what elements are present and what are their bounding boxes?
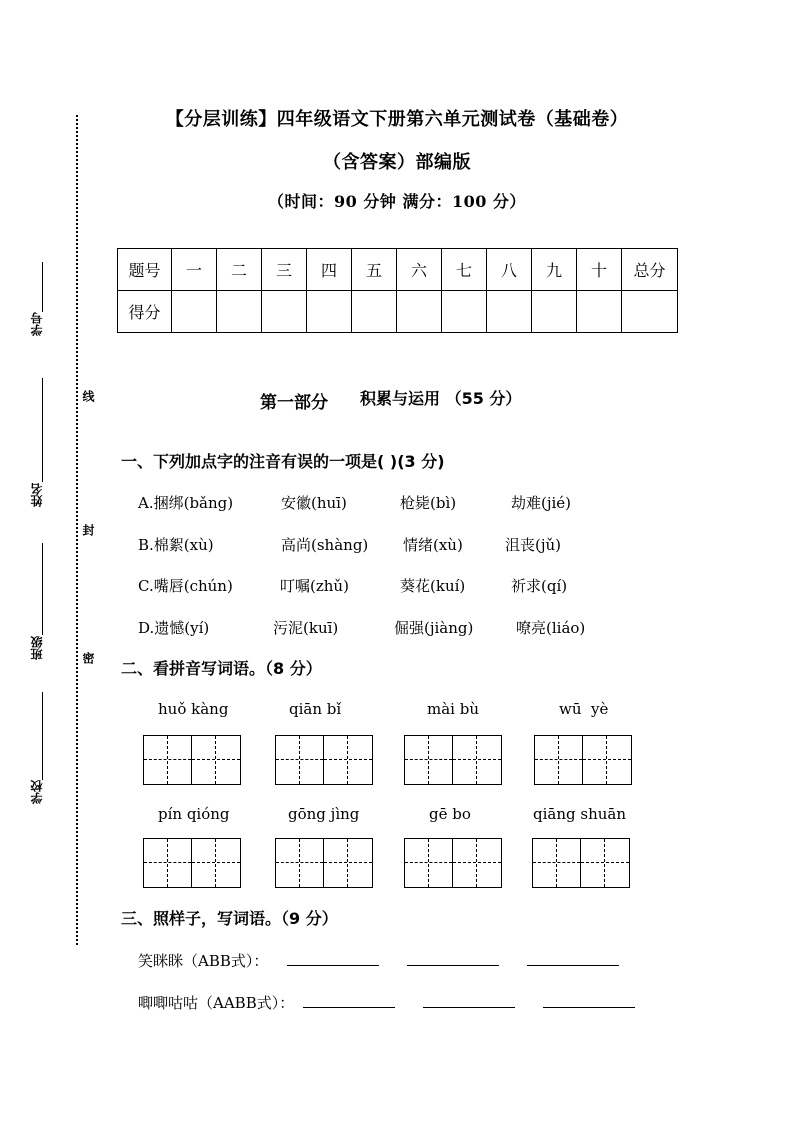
score-input-cell[interactable]	[577, 291, 622, 333]
score-header-cell: 七	[442, 249, 487, 291]
q3-line-aabb-label: 唧唧咕咕（AABB式）：	[138, 994, 295, 1012]
school-line	[42, 692, 43, 780]
q3-title: 三、照样子，写词语。（9 分）	[121, 909, 338, 928]
answer-blank[interactable]	[527, 951, 619, 966]
score-header-cell: 九	[532, 249, 577, 291]
writing-grid[interactable]	[532, 838, 630, 888]
seal-mark-seal: 封	[81, 524, 95, 536]
q1-option-d-word: 污泥(kuī)	[273, 619, 339, 637]
q1-option-a: A.捆绑(bǎng)	[138, 494, 234, 512]
score-header-cell: 四	[307, 249, 352, 291]
q3-line-abb-label: 笑眯眯（ABB式）：	[138, 952, 269, 970]
q3-line-abb	[138, 950, 647, 971]
score-header-cell: 三	[262, 249, 307, 291]
q1-title: 一、下列加点字的注音有误的一项是( )(3 分)	[121, 452, 445, 471]
score-input-cell[interactable]	[397, 291, 442, 333]
q3-line-aabb	[138, 992, 663, 1013]
pinyin-label: gē bo	[429, 805, 471, 823]
score-row-label: 得分	[118, 291, 172, 333]
student-no-line	[42, 262, 43, 312]
q1-option-a-word: 劫难(jié)	[511, 494, 572, 512]
score-table-header-row	[118, 249, 678, 291]
writing-grid[interactable]	[404, 838, 502, 888]
pinyin-label: mài bù	[427, 700, 479, 718]
q1-option-c: C.嘴唇(chún)	[138, 577, 233, 595]
score-header-cell: 六	[397, 249, 442, 291]
document-subtitle: （含答案）部编版	[323, 152, 471, 173]
q1-option-b: B.棉絮(xù)	[138, 536, 214, 554]
pinyin-label: huǒ kàng	[158, 700, 229, 718]
student-no-label: 学号	[30, 312, 44, 336]
q1-option-d: D.遗憾(yí)	[138, 619, 210, 637]
q1-option-a-word: 枪毙(bì)	[400, 494, 457, 512]
pinyin-label: gōng jìng	[288, 805, 360, 823]
answer-blank[interactable]	[407, 951, 499, 966]
writing-grid[interactable]	[275, 838, 373, 888]
answer-blank[interactable]	[423, 993, 515, 1008]
document-title: 【分层训练】四年级语文下册第六单元测试卷（基础卷）	[165, 109, 629, 130]
class-label: 班级	[30, 636, 44, 660]
score-table	[117, 248, 678, 333]
part1-subtitle: 积累与运用 （55 分）	[360, 389, 522, 408]
score-input-cell[interactable]	[442, 291, 487, 333]
pinyin-label: wū yè	[559, 700, 609, 718]
q1-option-b-word: 高尚(shàng)	[281, 536, 369, 554]
name-label: 姓名	[30, 483, 44, 507]
answer-blank[interactable]	[543, 993, 635, 1008]
part1-title: 第一部分	[260, 393, 328, 413]
score-input-cell[interactable]	[352, 291, 397, 333]
pinyin-label: qiāng shuān	[533, 805, 626, 823]
q1-option-c-word: 叮嘱(zhǔ)	[280, 577, 349, 595]
seal-mark-close: 密	[81, 652, 95, 664]
time-info: （时间：90 分钟 满分：100 分）	[268, 192, 526, 211]
pinyin-label: pín qióng	[158, 805, 230, 823]
q1-option-d-word: 倔强(jiàng)	[394, 619, 474, 637]
score-header-cell: 一	[172, 249, 217, 291]
q1-option-d-word: 嘹亮(liáo)	[516, 619, 586, 637]
q1-option-b-word: 情绪(xù)	[403, 536, 463, 554]
score-input-cell[interactable]	[307, 291, 352, 333]
binding-dotted-line	[76, 115, 78, 945]
writing-grid[interactable]	[534, 735, 632, 785]
score-header-cell: 总分	[622, 249, 678, 291]
score-input-cell[interactable]	[487, 291, 532, 333]
score-header-cell: 二	[217, 249, 262, 291]
seal-mark-line: 线	[81, 390, 95, 402]
school-label: 学校	[30, 780, 44, 804]
q2-title: 二、看拼音写词语。（8 分）	[121, 659, 322, 678]
writing-grid[interactable]	[404, 735, 502, 785]
score-header-cell: 题号	[118, 249, 172, 291]
class-line	[42, 543, 43, 635]
answer-blank[interactable]	[287, 951, 379, 966]
writing-grid[interactable]	[143, 838, 241, 888]
q1-option-c-word: 祈求(qí)	[511, 577, 568, 595]
answer-blank[interactable]	[303, 993, 395, 1008]
score-input-cell[interactable]	[172, 291, 217, 333]
score-input-cell[interactable]	[262, 291, 307, 333]
score-input-cell[interactable]	[532, 291, 577, 333]
q1-option-b-word: 沮丧(jǔ)	[505, 536, 562, 554]
score-input-cell[interactable]	[622, 291, 678, 333]
q1-option-c-word: 葵花(kuí)	[400, 577, 466, 595]
score-input-cell[interactable]	[217, 291, 262, 333]
pinyin-label: qiān bǐ	[289, 700, 342, 718]
writing-grid[interactable]	[275, 735, 373, 785]
name-line	[42, 378, 43, 482]
score-header-cell: 八	[487, 249, 532, 291]
writing-grid[interactable]	[143, 735, 241, 785]
q1-option-a-word: 安徽(huī)	[281, 494, 347, 512]
score-header-cell: 十	[577, 249, 622, 291]
score-table-score-row	[118, 291, 678, 333]
score-header-cell: 五	[352, 249, 397, 291]
